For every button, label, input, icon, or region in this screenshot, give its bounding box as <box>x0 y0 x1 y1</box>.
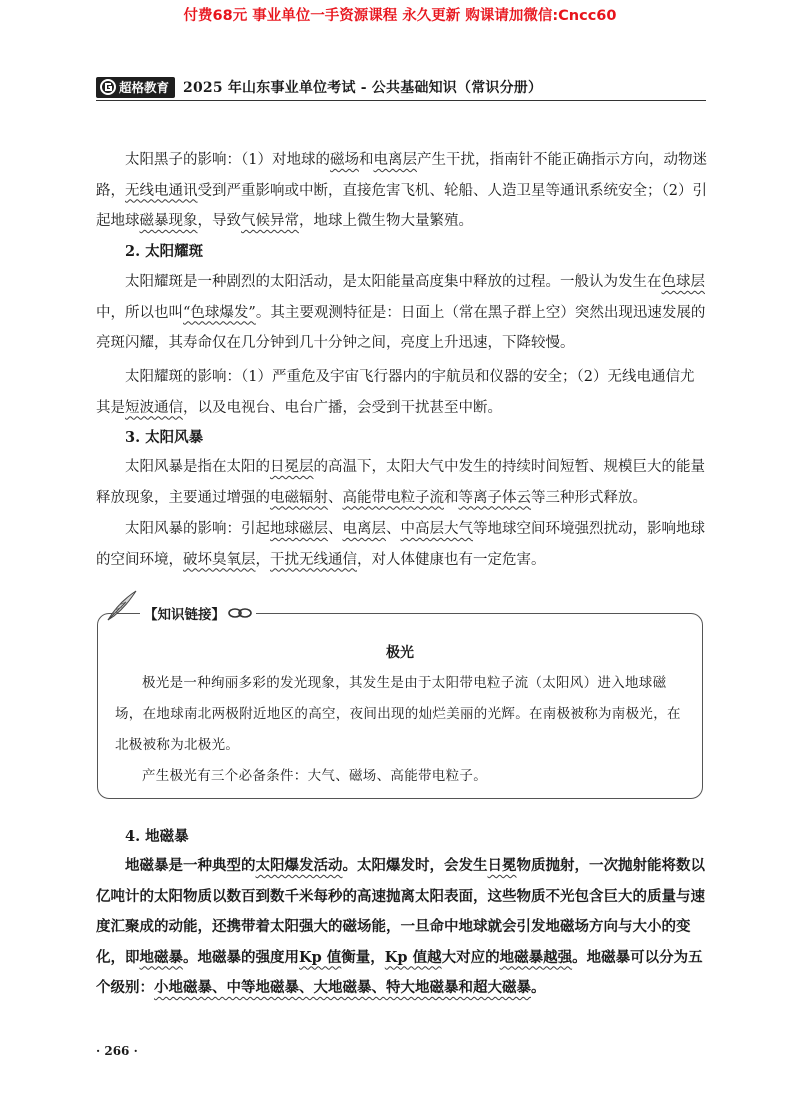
publisher-logo <box>96 77 175 98</box>
key-term: 地球磁层 <box>270 521 328 537</box>
paragraph-sunspot-effects: 太阳黑子的影响：（1）对地球的磁场和电离层产生干扰，指南针不能正确指示方向，动物迷路，无线电通讯受到严重影响或中断，直接危害飞机、轮船、人造卫星等通讯系统安全；（2）引起地球磁暴现象，导致气候异常，地球上微生物大量繁殖。 <box>96 152 707 229</box>
key-term: Kp 值越 <box>384 948 442 966</box>
key-term: 电离层 <box>373 152 417 168</box>
key-term: 短波通信 <box>125 399 183 416</box>
key-term: 中高层大气 <box>400 521 473 537</box>
key-term: 小地磁暴、中等地磁暴、大地磁暴、特大地磁暴和超大磁暴 <box>154 979 531 996</box>
logo-text: 超格教育 <box>119 80 170 95</box>
section-heading-geomagnetic-storm: 4. 地磁暴 <box>125 828 189 845</box>
chain-link-icon <box>228 607 252 619</box>
key-term: “色球爆发” <box>183 304 256 321</box>
key-term: 磁暴现象 <box>139 213 198 229</box>
key-term: 干扰无线通信 <box>270 551 357 568</box>
paragraph-geomagnetic-storm: 地磁暴是一种典型的太阳爆发活动。太阳爆发时，会发生日冕物质抛射，一次抛射能将数以亿吨计的太阳物质以数百到数千米每秒的高速抛离太阳表面，这些物质不光包含巨大的质量与速度汇聚成的动能，还携带着太阳强大的磁场能，一旦命中地球就会引发地磁场方向与大小的变化，即地磁暴。地磁暴的强度用Kp 值衡量，Kp 值越大对应的地磁暴越强。地磁暴可以分为五个级别：小地磁暴、中等地磁暴、大地磁暴、特大地磁暴和超大磁暴。 <box>96 857 705 996</box>
watermark-banner: 付费68元 事业单位一手资源课程 永久更新 购课请加微信:Cncc60 <box>183 8 617 24</box>
key-term: 磁场 <box>329 152 359 168</box>
box-paragraph-aurora-definition: 极光是一种绚丽多彩的发光现象，其发生是由于太阳带电粒子流（太阳风）进入地球磁场，在地球南北两极附近地区的高空，夜间出现的灿烂美丽的光辉。在南极被称为南极光，在北极被称为北极光。 <box>115 675 681 753</box>
key-term: 电磁辐射 <box>270 489 328 506</box>
key-term: 破坏臭氧层 <box>183 551 256 568</box>
key-term: 电离层 <box>342 521 386 537</box>
box-paragraph-aurora-conditions: 产生极光有三个必备条件：大气、磁场、高能带电粒子。 <box>142 768 487 784</box>
logo-mark-icon <box>100 79 116 95</box>
header-divider <box>96 100 706 101</box>
key-term: 日冕层 <box>270 459 314 475</box>
paragraph-solar-flare-definition: 太阳耀斑是一种剧烈的太阳活动，是太阳能量高度集中释放的过程。一般认为发生在色球层中，所以也叫“色球爆发”。其主要观测特征是：日面上（常在黑子群上空）突然出现迅速发展的亮斑闪耀，其寿命仅在几分钟到几十分钟之间，亮度上升迅速，下降较慢。 <box>96 274 706 351</box>
header-title: 2025 年山东事业单位考试 - 公共基础知识（常识分册） <box>183 80 543 96</box>
key-term: 地磁暴 <box>139 948 183 966</box>
key-term: Kp 值 <box>299 948 342 966</box>
key-term: 等离子体云 <box>458 489 531 506</box>
page-header <box>96 76 706 98</box>
box-title-aurora: 极光 <box>386 645 414 661</box>
page-number: · 266 · <box>96 1044 138 1058</box>
paragraph-solar-flare-effects: 太阳耀斑的影响：（1）严重危及宇宙飞行器内的宇航员和仪器的安全；（2）无线电通信尤其是短波通信，以及电视台、电台广播，会受到干扰甚至中断。 <box>96 369 695 416</box>
key-term: 气候异常 <box>241 213 299 229</box>
key-term: 地磁暴越强 <box>499 948 573 966</box>
key-term: 色球层 <box>661 274 705 290</box>
section-heading-solar-storm: 3. 太阳风暴 <box>125 429 204 446</box>
quill-pen-icon <box>104 588 140 624</box>
knowledge-link-label: 【知识链接】 <box>140 603 256 623</box>
key-term: 日冕 <box>487 857 517 874</box>
paragraph-solar-storm-definition: 太阳风暴是指在太阳的日冕层的高温下，太阳大气中发生的持续时间短暂、规模巨大的能量释放现象，主要通过增强的电磁辐射、高能带电粒子流和等离子体云等三种形式释放。 <box>96 459 705 506</box>
section-heading-solar-flare: 2. 太阳耀斑 <box>125 243 204 260</box>
key-term: 太阳爆发活动 <box>255 857 343 874</box>
key-term: 无线电通讯 <box>125 182 198 199</box>
paragraph-solar-storm-effects: 太阳风暴的影响：引起地球磁层、电离层、中高层大气等地球空间环境强烈扰动，影响地球的空间环境，破坏臭氧层，干扰无线通信，对人体健康也有一定危害。 <box>96 521 705 568</box>
key-term: 高能带电粒子流 <box>342 489 444 506</box>
